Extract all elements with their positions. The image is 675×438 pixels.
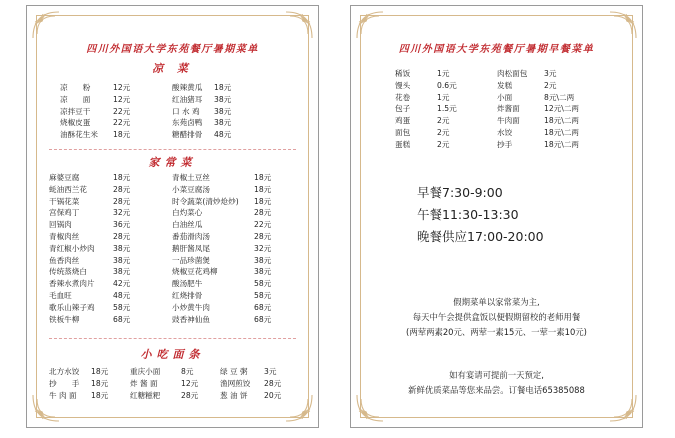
- breakfast-list: [351, 68, 644, 151]
- breakfast-price: 18元\二两: [544, 139, 580, 149]
- breakfast-dish-name: 牛肉面: [497, 116, 520, 126]
- cold-row: [27, 94, 320, 106]
- cold-dish-name: 凉 粉: [60, 83, 91, 92]
- home-row: [27, 290, 320, 302]
- home-dish-name: 鹅肝酱凤尾: [172, 243, 210, 253]
- cold-dish-name: 油酥花生米: [60, 130, 98, 140]
- home-dish-name: 传统蒸烧白: [49, 267, 87, 277]
- home-price: 38元: [254, 267, 272, 277]
- cold-price: 18元: [113, 130, 131, 140]
- breakfast-dish-name: 小面: [497, 92, 513, 102]
- cold-dish-name: 凉 面: [60, 94, 91, 104]
- home-price: 32元: [113, 208, 131, 218]
- home-row: [27, 184, 320, 196]
- snack-price: 18元: [91, 378, 109, 388]
- home-price: 38元: [113, 243, 131, 253]
- home-dish-name: 青椒肉丝: [49, 231, 80, 241]
- home-row: [27, 278, 320, 290]
- snack-price: 28元: [181, 390, 199, 400]
- snack-dish-name: 牛 肉 面: [49, 390, 77, 400]
- cold-price: 12元: [113, 83, 131, 92]
- home-dish-name: 干锅花菜: [49, 196, 80, 206]
- breakfast-dish-name: 花卷: [395, 92, 411, 102]
- snack-price: 18元: [91, 367, 109, 376]
- home-price: 32元: [254, 243, 272, 253]
- home-dish-name: 小菜豆腐汤: [172, 184, 210, 194]
- home-row: [27, 255, 320, 267]
- cold-row: [27, 129, 320, 141]
- snack-row: [27, 378, 320, 390]
- lunch-notice: [351, 295, 642, 340]
- cold-price: 18元: [214, 83, 232, 92]
- home-dishes-heading: 家常菜: [148, 156, 197, 169]
- cold-dish-name: 酸辣黄瓜: [172, 83, 203, 92]
- home-price: 28元: [113, 184, 131, 194]
- home-row: [27, 314, 320, 326]
- breakfast-price: 2元: [437, 127, 450, 137]
- home-price: 22元: [254, 220, 272, 230]
- breakfast-dish-name: 蛋糕: [395, 139, 411, 149]
- snacks-heading: 小吃面条: [140, 348, 205, 361]
- home-price: 18元: [254, 184, 272, 194]
- breakfast-dish-name: 抄手: [497, 139, 513, 149]
- snack-dish-name: 渔网煎饺: [220, 378, 251, 388]
- breakfast-dish-name: 馒头: [395, 80, 411, 90]
- cold-row: [27, 82, 320, 94]
- home-dish-name: 红烧排骨: [172, 290, 203, 300]
- snack-row: [27, 366, 320, 378]
- cold-price: 38元: [214, 106, 232, 116]
- home-price: 48元: [113, 290, 131, 300]
- home-row: [27, 172, 320, 184]
- home-row: [27, 196, 320, 208]
- home-dish-name: 白灼菜心: [172, 208, 203, 218]
- breakfast-menu-title: 四川外国语大学东苑餐厅暑期早餐菜单: [398, 44, 595, 55]
- home-dish-name: 宫保鸡丁: [49, 208, 80, 218]
- snack-dish-name: 重庆小面: [130, 367, 161, 376]
- home-price: 18元: [254, 173, 272, 182]
- snack-row: [27, 390, 320, 402]
- home-price: 42元: [113, 279, 131, 289]
- schedule-lunch: 午餐11:30-13:30: [417, 207, 519, 222]
- breakfast-price: 1.5元: [437, 104, 457, 114]
- cold-price: 12元: [113, 94, 131, 104]
- home-dish-name: 小炒黄牛肉: [172, 302, 210, 312]
- home-dish-name: 铁板牛柳: [49, 314, 80, 324]
- home-dish-name: 烧椒豆花鸡柳: [172, 267, 218, 277]
- home-dish-name: 歌乐山辣子鸡: [49, 302, 95, 312]
- breakfast-row: [351, 127, 644, 139]
- breakfast-price: 0.6元: [437, 80, 457, 90]
- booking-notice: [351, 368, 642, 398]
- cold-price: 38元: [214, 94, 232, 104]
- home-dish-name: 毛血旺: [49, 290, 72, 300]
- notice-line: 新鲜优质菜品等您来品尝。订餐电话65385088: [408, 385, 585, 395]
- home-dish-name: 青红椒小炒肉: [49, 243, 95, 253]
- snack-dish-name: 北方水饺: [49, 367, 80, 376]
- breakfast-row: [351, 92, 644, 104]
- notice-line: (两荤两素20元、两荤一素15元、一荤一素10元): [406, 327, 587, 337]
- breakfast-price: 3元: [544, 69, 557, 78]
- home-row: [27, 231, 320, 243]
- snack-dish-name: 抄 手: [49, 378, 80, 388]
- home-price: 38元: [113, 267, 131, 277]
- breakfast-dish-name: 发糕: [497, 80, 513, 90]
- snack-dish-name: 绿 豆 粥: [220, 367, 248, 376]
- cold-dish-name: 糖醋排骨: [172, 130, 203, 140]
- snack-price: 28元: [264, 378, 282, 388]
- home-dishes-list: [27, 172, 320, 325]
- home-row: [27, 266, 320, 278]
- home-price: 68元: [113, 314, 131, 324]
- home-row: [27, 302, 320, 314]
- snack-price: 18元: [91, 390, 109, 400]
- home-dish-name: 一品珍菌煲: [172, 255, 210, 265]
- home-price: 68元: [254, 302, 272, 312]
- cold-row: [27, 117, 320, 129]
- home-price: 38元: [254, 255, 272, 265]
- menu-title: 四川外国语大学东苑餐厅暑期菜单: [86, 44, 259, 55]
- home-price: 58元: [254, 290, 272, 300]
- breakfast-price: 18元\二两: [544, 116, 580, 126]
- schedule-dinner: 晚餐供应17:00-20:00: [417, 229, 544, 244]
- breakfast-dish-name: 稀饭: [395, 69, 411, 78]
- breakfast-dish-name: 肉松面包: [497, 69, 528, 78]
- cold-dish-name: 红油猪耳: [172, 94, 203, 104]
- cold-price: 22元: [113, 118, 131, 128]
- breakfast-price: 2元: [544, 80, 557, 90]
- snacks-list: [27, 366, 320, 401]
- breakfast-price: 2元: [437, 116, 450, 126]
- home-dish-name: 番茄滑肉汤: [172, 231, 210, 241]
- divider: [49, 338, 296, 339]
- home-row: [27, 243, 320, 255]
- snack-dish-name: 炸 酱 面: [130, 378, 158, 388]
- schedule-breakfast: 早餐7:30-9:00: [417, 185, 503, 200]
- breakfast-dish-name: 水饺: [497, 127, 513, 137]
- home-dish-name: 豉香神仙鱼: [172, 314, 210, 324]
- home-dish-name: 鱼香肉丝: [49, 255, 80, 265]
- breakfast-row: [351, 115, 644, 127]
- cold-price: 48元: [214, 130, 232, 140]
- home-price: 68元: [254, 314, 272, 324]
- breakfast-price: 8元\二两: [544, 92, 575, 102]
- breakfast-price: 2元: [437, 139, 450, 149]
- snack-price: 20元: [264, 390, 282, 400]
- notice-line: 假期菜单以家常菜为主,: [453, 297, 540, 307]
- meal-schedule: [417, 182, 544, 248]
- home-price: 36元: [113, 220, 131, 230]
- breakfast-dish-name: 包子: [395, 104, 411, 114]
- home-row: [27, 219, 320, 231]
- home-dish-name: 青椒土豆丝: [172, 173, 210, 182]
- corner-ornament-icon: [608, 10, 638, 40]
- cold-price: 38元: [214, 118, 232, 128]
- home-dish-name: 白油丝瓜: [172, 220, 203, 230]
- divider: [49, 149, 296, 150]
- notice-line: 如有宴请可提前一天预定,: [449, 370, 544, 380]
- home-price: 28元: [254, 208, 272, 218]
- cold-dishes-heading: 凉 菜: [152, 62, 193, 75]
- cold-dish-name: 凉拌豆干: [60, 106, 91, 116]
- cold-dish-name: 烧椒皮蛋: [60, 118, 91, 128]
- home-row: [27, 207, 320, 219]
- home-price: 28元: [113, 196, 131, 206]
- breakfast-row: [351, 103, 644, 115]
- cold-dishes-list: [27, 82, 320, 141]
- snack-dish-name: 红糖糍粑: [130, 390, 161, 400]
- breakfast-row: [351, 68, 644, 80]
- home-dish-name: 回锅肉: [49, 220, 72, 230]
- snack-dish-name: 葱 油 饼: [220, 390, 248, 400]
- breakfast-dish-name: 炸酱面: [497, 104, 520, 114]
- home-price: 28元: [254, 231, 272, 241]
- home-dish-name: 酸汤肥牛: [172, 279, 203, 289]
- snack-price: 8元: [181, 367, 194, 376]
- breakfast-price: 12元\二两: [544, 104, 580, 114]
- breakfast-price: 1元: [437, 69, 450, 78]
- breakfast-row: [351, 80, 644, 92]
- home-price: 58元: [113, 302, 131, 312]
- home-price: 38元: [113, 255, 131, 265]
- home-dish-name: 蚝油西兰花: [49, 184, 87, 194]
- breakfast-dish-name: 面包: [395, 127, 411, 137]
- snack-price: 12元: [181, 378, 199, 388]
- breakfast-dish-name: 鸡蛋: [395, 116, 411, 126]
- home-price: 58元: [254, 279, 272, 289]
- breakfast-price: 18元\二两: [544, 127, 580, 137]
- home-dish-name: 香辣水煮肉片: [49, 279, 95, 289]
- snack-price: 3元: [264, 367, 277, 376]
- corner-ornament-icon: [355, 10, 385, 40]
- breakfast-price: 1元: [437, 92, 450, 102]
- right-menu-page: [350, 5, 643, 428]
- home-dish-name: 时令蔬菜(清炒炝炒): [172, 196, 239, 206]
- cold-price: 22元: [113, 106, 131, 116]
- cold-dish-name: 东苑卤鸭: [172, 118, 203, 128]
- cold-dish-name: 口 水 鸡: [172, 106, 200, 116]
- home-price: 18元: [254, 196, 272, 206]
- notice-line: 每天中午会提供盒饭以便假期留校的老师用餐: [412, 312, 581, 322]
- home-price: 28元: [113, 231, 131, 241]
- breakfast-row: [351, 139, 644, 151]
- cold-row: [27, 106, 320, 118]
- home-dish-name: 麻婆豆腐: [49, 173, 80, 182]
- home-price: 18元: [113, 173, 131, 182]
- corner-ornament-icon: [284, 10, 314, 40]
- left-menu-page: [26, 5, 319, 428]
- corner-ornament-icon: [31, 10, 61, 40]
